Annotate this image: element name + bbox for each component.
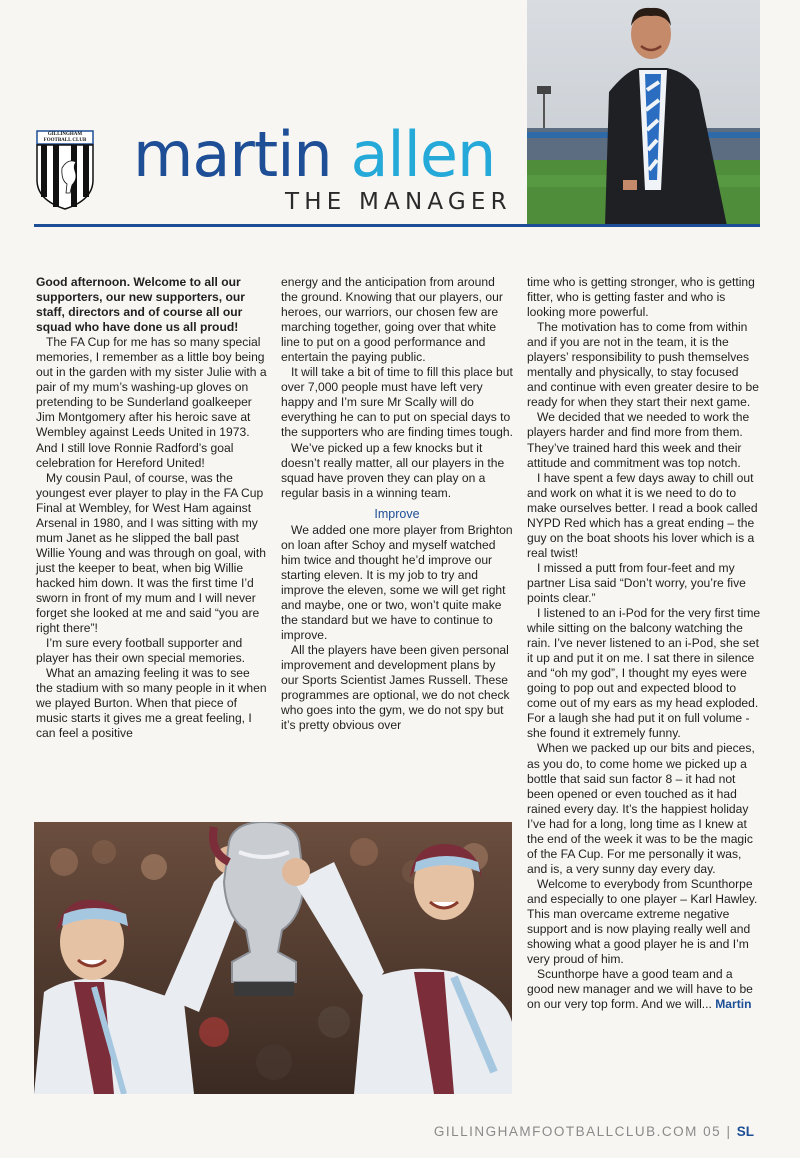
signature: Martin (715, 997, 752, 1012)
footer-separator: | (726, 1124, 732, 1139)
paragraph: We decided that we needed to work the players harder and find more from them. They’ve trained hard this week and their attitude and commitment was top notch. (527, 410, 750, 470)
paragraph: It will take a bit of time to fill this place but over 7,000 people must have left very happy and I’m sure Mr Scally will do everything he can to put on special days to the supporters who are finding times tough. (281, 365, 513, 440)
fa-cup-photo (34, 822, 512, 1094)
title-first-name: martin (133, 118, 332, 191)
paragraph: What an amazing feeling it was to see the stadium with so many people in it when we played Burton. When that piece of music starts it gives me a great feeling, I can feel a positive (36, 666, 267, 741)
article-lead: Good afternoon. Welcome to all our supporters, our new supporters, our staff, directors and of course all our squad who have done us all proud! (36, 275, 245, 335)
paragraph: The FA Cup for me has so many special memories, I remember as a little boy being out in the garden with my sister Julie with a pair of my mum’s washing-up gloves on pretending to be Sunderland goalkeeper Jim Montgomery after his heroic save at Wembley against Leeds United in 1973. And I still love Ronnie Radford’s goal celebration for Hereford United! (36, 335, 267, 470)
paragraph: I missed a putt from four-feet and my partner Lisa said “Don’t worry, you’re five points clear.” (527, 560, 746, 605)
paragraph: When we packed up our bits and pieces, as you do, to come home we picked up a bottle that said sun factor 8 – it had not been opened or even touched as it had rained every day. It’s the happiest holiday I’ve had for a long, long time as I knew at the end of the week it was to be the magic of the FA Cup. For me personally it was, and is, a very sunny day every day. (527, 741, 755, 876)
paragraph: Welcome to everybody from Scunthorpe and especially to one player – Karl Hawley. This man overcame extreme negative support and is now playing really well and showing what a good player he is and I’m very proud of him. (527, 876, 758, 967)
article-column-1 (36, 275, 268, 741)
subheading: Improve (374, 506, 420, 521)
closing-paragraph (527, 967, 761, 1012)
paragraph: My cousin Paul, of course, was the youngest ever player to play in the FA Cup Final at Wembley, for West Ham against Arsenal in 1980, and I was sitting with my mum Janet as he slipped the ball past Willie Young and was through on goal, with just the keeper to beat, when big Willie hacked him down. It was the first time I’d sworn in front of my mum and I will never forget she looked at me and said “you are right there”! (36, 470, 266, 636)
header-divider (34, 224, 760, 227)
crest-text: GILLINGHAM FOOTBALL CLUB (43, 132, 87, 143)
paragraph: energy and the anticipation from around the ground. Knowing that our players, our heroes, our warriors, our chosen few are marching together, going over that white line to put on a good performance and entertain the paying public. (281, 275, 503, 365)
closing-text: Scunthorpe have a good team and a good new manager and we will have to be on our very top form. And we will... (527, 967, 753, 1012)
page-subtitle: THE MANAGER (285, 189, 512, 215)
article-column-3 (527, 275, 761, 1012)
paragraph: I listened to an i-Pod for the very first time while sitting on the balcony watching the rain. I’ve never listened to an i-Pod, she set it up and put it on me. I sat there in silence and “oh my god”, I thought my eyes were going to pop out and expected blood to come out of my ears as my head exploded. For a laugh she had put it on full volume - she found it extremely funny. (527, 606, 761, 741)
paragraph: I’m sure every football supporter and player has their own special memories. (36, 636, 246, 666)
page-title (133, 118, 496, 191)
paragraph: All the players have been given personal improvement and development plans by our Sports Scientist James Russell. These programmes are optional, we do not check who goes into the gym, we do not spy but it’s pretty obvious over (281, 643, 510, 733)
manager-photo (527, 0, 760, 226)
page-footer (434, 1124, 754, 1139)
paragraph: I have spent a few days away to chill out and work on what it is we need to do to make ourselves better. I read a book called NYPD Red which has a great ending – the guy on the boat shoots his lover which is a real twist! (527, 470, 758, 560)
footer-mark: SL (736, 1124, 754, 1139)
club-crest (36, 130, 94, 210)
title-last-name: allen (350, 118, 496, 191)
footer-page-number: 05 (703, 1124, 722, 1139)
paragraph: The motivation has to come from within and if you are not in the team, it is the players’ responsibility to push themselves mentally and physically, to stay focused and continue with even greater desire to be ready for when they start their next game. (527, 320, 759, 410)
footer-site: GILLINGHAMFOOTBALLCLUB.COM (433, 1124, 698, 1139)
paragraph: We added one more player from Brighton on loan after Schoy and myself watched him twice and thought he’d improve our starting eleven. It is my job to try and improve the eleven, some we will get right and maybe, one or two, won’t quite make the standard but we have to continue to improve. (281, 522, 513, 643)
paragraph: time who is getting stronger, who is getting fitter, who is getting faster and who is looking more powerful. (527, 275, 755, 320)
article-column-2 (281, 275, 513, 733)
paragraph: We’ve picked up a few knocks but it doesn’t really matter, all our players in the squad have proven they can play on a regular basis in a winning team. (281, 440, 505, 500)
